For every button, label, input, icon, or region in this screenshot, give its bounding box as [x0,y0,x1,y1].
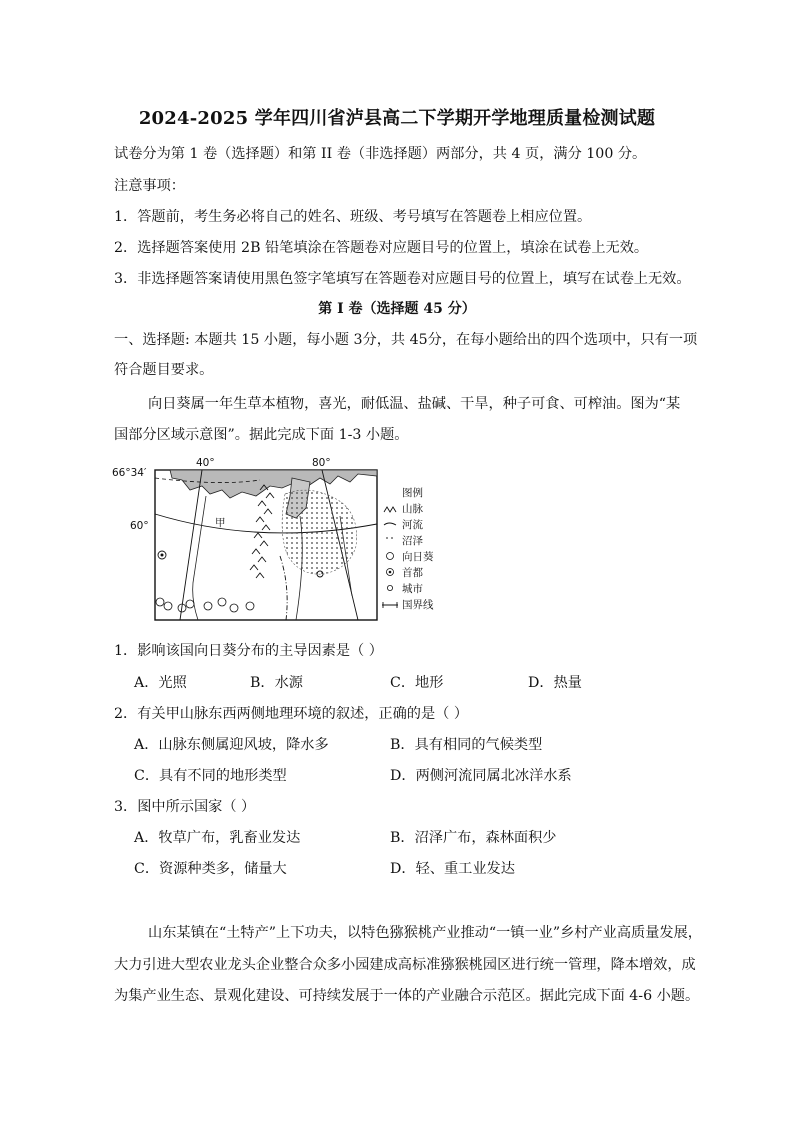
question-1-option-c: C．地形 [390,675,444,691]
notice-item: 2．选择题答案使用 2B 铅笔填涂在答题卷对应题目号的位置上，填涂在试卷上无效。 [114,240,649,256]
legend-river-icon [384,523,396,525]
page-title: 2024-2025 学年四川省泸县高二下学期开学地理质量检测试题 [138,108,656,129]
legend-title: 图例 [402,487,423,499]
question-2-option-b: B．具有相同的气候类型 [390,737,543,753]
notice-item: 1．答题前，考生务必将自己的姓名、班级、考号填写在答题卷上相应位置。 [114,209,592,225]
passage-1-line: 向日葵属一年生草本植物，喜光，耐低温、盐碱、干旱，种子可食、可榨油。图为“某 [148,396,681,412]
intro-text: 试卷分为第 1 卷（选择题）和第 II 卷（非选择题）两部分，共 4 页，满分 100 分。 [114,146,647,162]
passage-2-line: 为集产业生态、景观化建设、可持续发展于一体的产业融合示范区。据此完成下面 4-6 小题。 [114,988,700,1004]
part-one-instructions-cont: 符合题目要求。 [114,362,214,378]
legend-border-icon [382,602,398,608]
passage-2-line: 大力引进大型农业龙头企业整合众多小园建成高标准猕猴桃园区进行统一管理，降本增效，成 [114,957,696,973]
question-3-stem: 3．图中所示国家（ ） [114,799,256,815]
question-1-option-d: D．热量 [528,675,582,691]
question-2-option-c: C．具有不同的地形类型 [134,768,287,784]
legend-label: 沼泽 [402,535,423,547]
legend-label: 向日葵 [402,551,434,563]
passage-1-line: 国部分区域示意图”。据此完成下面 1-3 小题。 [114,427,409,443]
legend-city-icon [387,585,392,590]
notice-item: 3．非选择题答案请使用黑色签字笔填写在答题卷对应题目号的位置上，填写在试卷上无效。 [114,271,691,287]
legend-label: 国界线 [402,599,434,611]
part-one-instructions: 一、选择题: 本题共 15 小题，每小题 3分，共 45分，在每小题给出的四个选项中，只有一项 [114,332,698,348]
question-3-option-b: B．沼泽广布，森林面积少 [390,830,557,846]
question-3-option-d: D．轻、重工业发达 [390,861,515,877]
map-lon-right-label: 80° [312,457,331,469]
question-1-stem: 1．影响该国向日葵分布的主导因素是（ ） [114,643,383,659]
question-3-option-c: C．资源种类多，储量大 [134,861,287,877]
question-2-option-a: A．山脉东侧属迎风坡，降水多 [134,737,329,753]
region-label-jia: 甲 [215,517,226,529]
passage-2-line: 山东某镇在“土特产”上下功夫，以特色猕猴桃产业推动“一镇一业”乡村产业高质量发展， [148,925,702,941]
legend [382,502,434,611]
legend-label: 城市 [402,583,423,595]
region-map-figure [110,456,455,624]
question-1-option-b: B．水源 [250,675,303,691]
legend-label: 首都 [402,567,423,579]
notice-heading: 注意事项： [114,178,185,194]
legend-sunflower-icon [387,553,394,560]
question-2-option-d: D．两侧河流同属北冰洋水系 [390,768,572,784]
map-lat-top-label: 66°34′ [112,467,147,479]
map-lon-left-label: 40° [196,457,215,469]
question-3-option-a: A．牧草广布，乳畜业发达 [134,830,301,846]
legend-capital-icon [387,569,394,576]
legend-label: 山脉 [402,503,423,515]
section-title: 第 I 卷（选择题 45 分） [318,301,476,317]
legend-mountain-icon [384,507,396,512]
legend-label: 河流 [402,519,423,531]
map-lat-mid-label: 60° [130,520,149,532]
question-1-option-a: A．光照 [134,675,187,691]
legend-marsh-icon [384,536,396,542]
question-2-stem: 2．有关甲山脉东西两侧地理环境的叙述，正确的是（ ） [114,706,469,722]
